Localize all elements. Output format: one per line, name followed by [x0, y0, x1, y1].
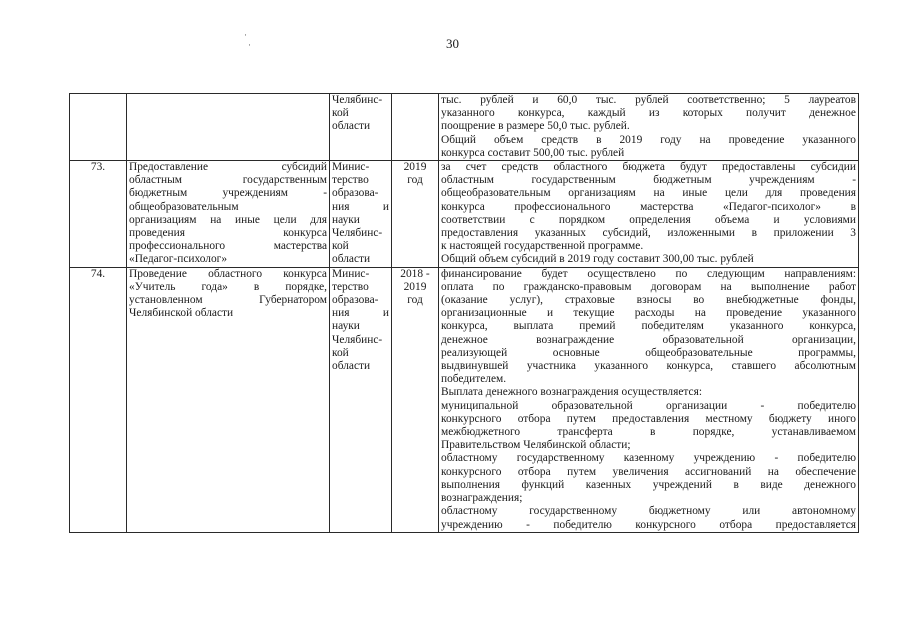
executor-cell — [330, 161, 392, 268]
row-number-cell — [70, 161, 127, 268]
description-line: межбюджетного трансферта в порядке, устанавливаемом — [441, 426, 856, 439]
description-line: выполнения функций казенных учреждений в виде денежного — [441, 478, 856, 491]
description-line: конкурса, выплата премий победителям указанного конкурса, — [441, 320, 856, 333]
measure-name-cell — [127, 161, 330, 268]
row-number: 73. — [90, 161, 106, 174]
executor-line: науки — [332, 213, 360, 226]
executor-cell — [330, 94, 392, 161]
executor-line: кой — [332, 240, 349, 253]
description-line: конкурса профессионального мастерства «Педагог-психолог» в — [441, 200, 856, 213]
description-line: за счет средств областного бюджета будут предоставлены субсидии — [441, 161, 856, 174]
description-cell — [439, 267, 859, 532]
executor-line: образова- — [332, 187, 379, 200]
description-line: Общий объем средств в 2019 году на проведение указанного — [441, 133, 856, 146]
description-line: денежное вознаграждение образовательной организации, — [441, 333, 856, 346]
description-line: Выплата денежного вознаграждения осуществляется: — [441, 386, 702, 399]
measure-name-cell — [127, 267, 330, 532]
description-line: финансирование будет осуществлено по следующим направлениям: — [441, 267, 856, 280]
measure-name-line: установленном Губернатором — [129, 294, 327, 307]
executor-line: науки — [332, 320, 360, 333]
description-line: Общий объем субсидий в 2019 году составит 300,00 тыс. рублей — [441, 253, 754, 266]
description-line: выдвинувшей участника указанного конкурса, ставшего абсолютным — [441, 360, 856, 373]
description-line: общеобразовательным организациям на иные цели для проведения — [441, 187, 856, 200]
program-measures-table — [69, 93, 859, 533]
executor-line: Челябинс- — [332, 227, 383, 240]
description-line: организационные и текущие расходы на проведение указанного — [441, 307, 856, 320]
description-line: оплата по гражданско-правовым договорам на выполнение работ — [441, 280, 856, 293]
measure-name-line: организациям на иные цели для — [129, 213, 327, 226]
year-line: год — [407, 174, 423, 187]
row-number-cell — [70, 94, 127, 161]
measure-name-line: бюджетным учреждениям - — [129, 187, 327, 200]
measure-name-line: Предоставление субсидий — [129, 161, 327, 174]
measure-name-line: проведения конкурса — [129, 227, 327, 240]
measure-name-line: Челябинской области — [129, 307, 234, 320]
executor-line: области — [332, 360, 371, 373]
description-line: областным государственным бюджетным учреждениям - — [441, 174, 856, 187]
description-line: указанного конкурса, каждый из которых получит денежное — [441, 107, 856, 120]
measure-name-line: профессионального мастерства — [129, 240, 327, 253]
description-line: (оказание услуг), страховые взносы во внебюджетные фонды, — [441, 294, 856, 307]
description-line: муниципальной образовательной организации - победителю — [441, 399, 856, 412]
executor-line: ния и — [332, 200, 389, 213]
measure-name-line: общеобразовательным — [129, 200, 239, 213]
description-line: областному государственному казенному учреждению - победителю — [441, 452, 856, 465]
description-line: победителем. — [441, 373, 507, 386]
scan-speck: · — [244, 30, 247, 40]
description-line: конкурсного отбора путем предоставления местному бюджету иного — [441, 412, 856, 425]
year-cell — [392, 267, 439, 532]
year-line: 2018 - — [400, 267, 430, 280]
table-body — [70, 94, 859, 533]
description-line: учреждению - победителю конкурсного отбора предоставляется — [441, 518, 856, 531]
executor-line: Минис- — [332, 267, 370, 280]
executor-line: Челябинс- — [332, 94, 383, 106]
row-number-cell — [70, 267, 127, 532]
measure-name-line: «Педагог-психолог» — [129, 253, 228, 266]
executor-line: терство — [332, 280, 369, 293]
page-number: 30 — [446, 36, 459, 51]
executor-line: области — [332, 253, 371, 266]
description-line: Правительством Челябинской области; — [441, 439, 631, 452]
executor-line: кой — [332, 107, 349, 120]
table-row — [70, 161, 859, 268]
executor-line: ния и — [332, 307, 389, 320]
description-line: поощрение в размере 50,0 тыс. рублей. — [441, 120, 630, 133]
description-line: соответствии с порядком определения объема и условиями — [441, 213, 856, 226]
executor-line: Минис- — [332, 161, 370, 174]
description-cell — [439, 94, 859, 161]
description-line: конкурсного отбора путем увеличения ассигнований на обеспечение — [441, 465, 856, 478]
table-row — [70, 94, 859, 161]
description-line: тыс. рублей и 60,0 тыс. рублей соответственно; 5 лауреатов — [441, 94, 856, 106]
description-line: предоставления указанных субсидий, изложенными в приложении 3 — [441, 227, 856, 240]
measure-name-line: Проведение областного конкурса — [129, 267, 327, 280]
executor-line: кой — [332, 346, 349, 359]
row-number: 74. — [90, 267, 106, 280]
table-row — [70, 267, 859, 532]
year-line: 2019 — [403, 161, 427, 174]
measure-name-cell — [127, 94, 330, 161]
year-cell — [392, 161, 439, 268]
executor-line: терство — [332, 174, 369, 187]
executor-line: области — [332, 120, 371, 133]
executor-line: Челябинс- — [332, 333, 383, 346]
measure-name-line: областным государственным — [129, 174, 327, 187]
description-line: к настоящей государственной программе. — [441, 240, 644, 253]
executor-line: образова- — [332, 294, 379, 307]
year-cell — [392, 94, 439, 161]
description-line: вознаграждения; — [441, 492, 523, 505]
scan-speck: · — [248, 40, 251, 50]
executor-cell — [330, 267, 392, 532]
description-cell — [439, 161, 859, 268]
measure-name-line: «Учитель года» в порядке, — [129, 280, 327, 293]
description-line: конкурса составит 500,00 тыс. рублей — [441, 146, 625, 159]
year-line: 2019 — [403, 280, 427, 293]
year-line: год — [407, 294, 423, 307]
description-line: реализующей основные общеобразовательные программы, — [441, 346, 856, 359]
description-line: областному государственному бюджетному или автономному — [441, 505, 856, 518]
